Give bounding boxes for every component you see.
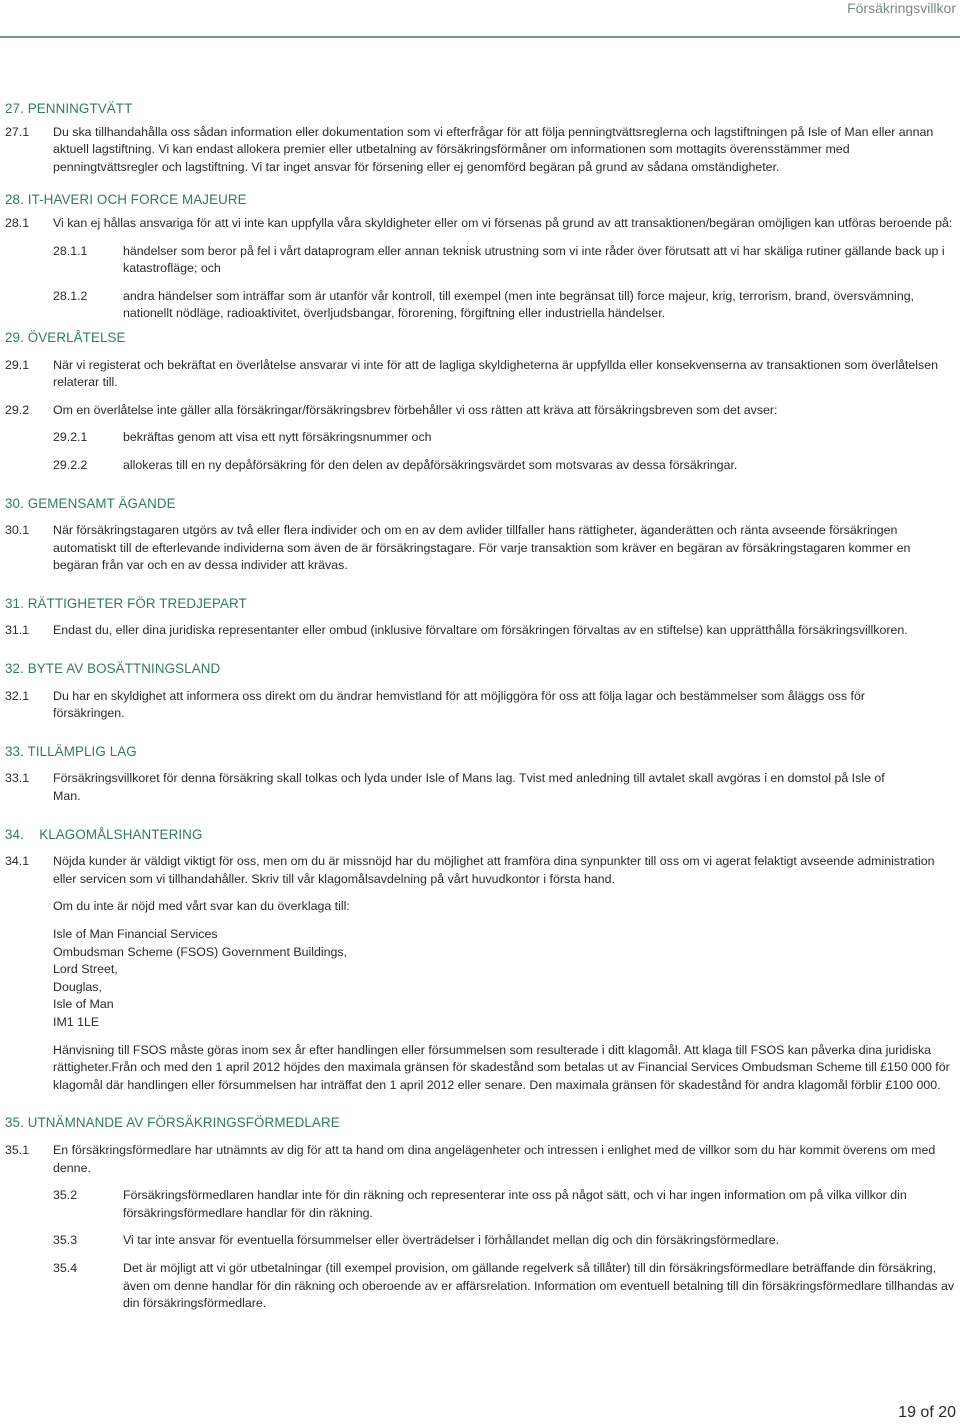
clause-35-3 bbox=[53, 1232, 957, 1250]
clause-number: 29.2.2 bbox=[53, 457, 88, 472]
address-line: Isle of Man bbox=[53, 997, 114, 1012]
clause-29-2-2 bbox=[53, 457, 957, 475]
clause-31-1 bbox=[5, 622, 957, 640]
clause-number: 27.1 bbox=[5, 124, 30, 139]
page-number: 19 of 20 bbox=[898, 1404, 956, 1421]
clause-text: Du ska tillhandahålla oss sådan information eller dokumentation som vi efterfrågar för att följa penningtvättsreglerna och lagstiftningen på Isle of Man eller annan aktuell lagstiftning. Vi kan endast allokera premier eller utbetalning av försäkringsförmåner om informationen som mottagits överensstämmer med penningtvättsregler och lagstiftning. Vi tar inget ansvar för försening eller ej genomförd begäran på grund av sådana omständigheter. bbox=[53, 124, 934, 174]
clause-35-4 bbox=[53, 1260, 957, 1313]
clause-27-1 bbox=[5, 124, 957, 177]
clause-number: 35.1 bbox=[5, 1142, 30, 1157]
fsos-address bbox=[5, 926, 957, 1032]
clause-text: Om en överlåtelse inte gäller alla försäkringar/försäkringsbrev förbehåller vi oss rätten att kräva att försäkringsbreven som det avser: bbox=[53, 402, 778, 417]
section-32-heading: 32. BYTE AV BOSÄTTNINGSLAND bbox=[5, 661, 221, 677]
clause-34-appeal bbox=[5, 898, 957, 916]
section-30-heading: 30. GEMENSAMT ÄGANDE bbox=[5, 495, 176, 511]
clause-number: 29.1 bbox=[5, 357, 30, 372]
clause-number: 28.1.2 bbox=[53, 288, 88, 303]
clause-29-2-1 bbox=[53, 429, 957, 447]
clause-28-1-2 bbox=[53, 288, 957, 323]
clause-29-1 bbox=[5, 357, 957, 392]
clause-text: händelser som beror på fel i vårt dataprogram eller annan teknisk utrustning som vi inte råder över förutsatt att vi har skäliga rutiner gällande back up i katastrofläge; och bbox=[123, 243, 945, 276]
clause-30-1 bbox=[5, 522, 957, 575]
clause-text: Vi kan ej hållas ansvariga för att vi inte kan uppfylla våra skyldigheter eller om vi försenas på grund av att transaktionen/begäran omöjligen kan utföras beroende på: bbox=[53, 215, 953, 230]
clause-32-1 bbox=[5, 688, 957, 723]
section-29-heading: 29. ÖVERLÅTELSE bbox=[5, 329, 126, 345]
clause-text: Det är möjligt att vi gör utbetalningar (till exempel provision, om gällande regelverk så tillåter) till din försäkringsförmedlare beträffande din försäkring, även om denne handlar för din räkning och oberoende av er affärsrelation. Information om eventuell betalning till din försäkringsförmedlare tillhandas av din försäkringsförmedlare. bbox=[123, 1260, 955, 1311]
section-31-heading: 31. RÄTTIGHETER FÖR TREDJEPART bbox=[5, 595, 247, 611]
clause-text: allokeras till en ny depåförsäkring för den delen av depåförsäkringsvärdet som motsvaras av dessa försäkringar. bbox=[123, 457, 738, 472]
clause-text: När vi registerat och bekräftat en överlåtelse ansvarar vi inte för att de lagliga skyldigheterna är uppfyllda eller konsekvenserna av transaktionen som överlåtelsen relaterar till. bbox=[53, 357, 939, 390]
clause-text: Om du inte är nöjd med vårt svar kan du överklaga till: bbox=[53, 899, 350, 914]
address-line: IM1 1LE bbox=[53, 1014, 100, 1029]
clause-text: Vi tar inte ansvar för eventuella försummelser eller överträdelser i förhållandet mellan dig och din försäkringsförmedlare. bbox=[123, 1233, 780, 1248]
document-header-title: Försäkringsvillkor bbox=[847, 0, 956, 16]
clause-number: 35.3 bbox=[53, 1233, 78, 1248]
clause-28-1 bbox=[5, 215, 957, 233]
section-35-heading: 35. UTNÄMNANDE AV FÖRSÄKRINGSFÖRMEDLARE bbox=[5, 1115, 340, 1131]
address-line: Isle of Man Financial Services bbox=[53, 927, 218, 941]
section-28-heading: 28. IT-HAVERI OCH FORCE MAJEURE bbox=[5, 192, 247, 208]
section-34-heading: 34. KLAGOMÅLSHANTERING bbox=[5, 826, 203, 842]
clause-text: Du har en skyldighet att informera oss direkt om du ändrar hemvistland för att möjliggöra för oss att följa lagar och bestämmelser som åläggs oss för försäkringen. bbox=[53, 688, 865, 721]
clause-number: 31.1 bbox=[5, 623, 30, 638]
clause-35-1 bbox=[5, 1142, 957, 1177]
clause-text: bekräftas genom att visa ett nytt försäkringsnummer och bbox=[123, 430, 432, 445]
header-divider bbox=[0, 36, 960, 38]
clause-number: 28.1.1 bbox=[53, 243, 88, 258]
address-line: Douglas, bbox=[53, 979, 102, 994]
clause-text: Försäkringsförmedlaren handlar inte för din räkning och representerar inte oss på något sätt, och vi har ingen information om på vilka villkor din försäkringsförmedlare handlar för din räkning. bbox=[123, 1188, 907, 1220]
section-33-heading: 33. TILLÄMPLIG LAG bbox=[5, 743, 137, 759]
clause-text: Försäkringsvillkoret för denna försäkring skall tolkas och lyda under Isle of Mans lag. Tvist med anledning till avtalet skall avgöras i en domstol på Isle of Man. bbox=[53, 771, 885, 804]
clause-28-1-1 bbox=[53, 243, 957, 278]
clause-text: andra händelser som inträffar som är utanför vår kontroll, till exempel (men inte begränsat till) force majeur, krig, terrorism, brand, översvämning, nationellt nödläge, radioaktivitet, överljudsbangar, förorening, förgiftning eller industriella händelser. bbox=[123, 288, 915, 321]
clause-text: En försäkringsförmedlare har utnämnts av dig för att ta hand om dina angelägenheter och intressen i enlighet med de villkor som du har kommit överens om med denne. bbox=[53, 1142, 936, 1175]
clause-number: 29.2 bbox=[5, 402, 30, 417]
clause-number: 28.1 bbox=[5, 215, 30, 230]
document-body bbox=[5, 100, 957, 1313]
address-line: Lord Street, bbox=[53, 962, 118, 977]
clause-number: 29.2.1 bbox=[53, 430, 88, 445]
clause-29-2 bbox=[5, 402, 957, 420]
clause-34-fsos bbox=[5, 1042, 957, 1095]
address-line: Ombudsman Scheme (FSOS) Government Buildings, bbox=[53, 944, 348, 959]
clause-34-1 bbox=[5, 853, 957, 888]
section-27-heading: 27. PENNINGTVÄTT bbox=[5, 101, 133, 116]
clause-number: 35.4 bbox=[53, 1260, 78, 1275]
clause-text: Hänvisning till FSOS måste göras inom sex år efter handlingen eller försummelsen som resulterade i ditt klagomål. Att klaga till FSOS kan påverka dina juridiska rättigheter.Från och med den 1 april 2012 höjdes den maximala gränsen för skadestånd som betalas ut av Financial Services Ombudsman Scheme till £150 000 för klagomål där handlingen eller försummelsen har inträffat den 1 april 2012 eller senare. Den maximala gränsen för skadestånd för andra klagomål förblir £100 000. bbox=[53, 1042, 950, 1092]
clause-number: 32.1 bbox=[5, 688, 30, 703]
clause-text: Nöjda kunder är väldigt viktigt för oss, men om du är missnöjd har du möjlighet att framföra dina synpunkter till oss om vi agerat felaktigt avseende administration eller servicen som vi tillhandahåller. Skriv till vår klagomålsavdelning på vårt huvudkontor i första hand. bbox=[53, 854, 935, 886]
clause-number: 35.2 bbox=[53, 1188, 78, 1203]
clause-number: 30.1 bbox=[5, 523, 30, 538]
clause-number: 34.1 bbox=[5, 854, 30, 869]
clause-text: När försäkringstagaren utgörs av två eller flera individer och om en av dem avlider tillfaller hans rättigheter, äganderätten och ränta avseende försäkringen automatiskt till de efterlevande individerna som även de är försäkringstagare. För varje transaktion som kräver en begäran av försäkringstagaren kommer en begäran från var och en av dessa individer att krävas. bbox=[53, 523, 911, 573]
clause-number: 33.1 bbox=[5, 771, 30, 786]
clause-33-1 bbox=[5, 770, 957, 805]
clause-35-2 bbox=[53, 1187, 957, 1222]
clause-text: Endast du, eller dina juridiska representanter eller ombud (inklusive förvaltare om försäkringen förvaltas av en stiftelse) kan upprätthålla försäkringsvillkoren. bbox=[53, 623, 908, 638]
